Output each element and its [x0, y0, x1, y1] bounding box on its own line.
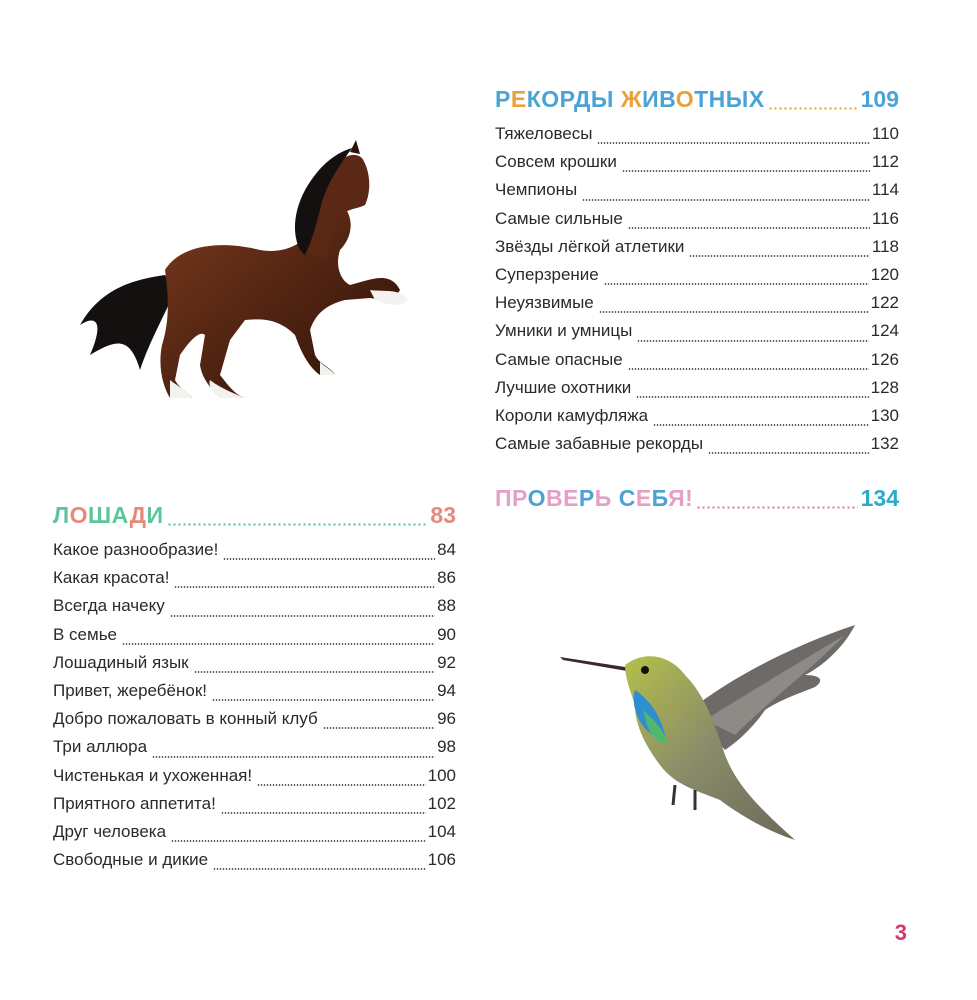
title-fragment: ША [88, 502, 130, 528]
leader-dots [637, 340, 868, 342]
toc-entry-list [53, 540, 456, 878]
title-fragment: ИВ [642, 86, 676, 112]
toc-entry-page: 116 [871, 208, 899, 228]
leader-dots [257, 784, 426, 786]
toc-entry-label: Звёзды лёгкой атлетики [495, 236, 685, 256]
section-title [495, 485, 693, 512]
section-title [53, 502, 164, 529]
toc-entry-page: 86 [437, 568, 456, 588]
toc-section-animal-records [495, 86, 899, 462]
toc-entry-page: 106 [427, 850, 456, 870]
toc-entry-page: 110 [871, 124, 899, 143]
toc-entry-label: Всегда начеку [53, 596, 165, 616]
toc-entry-label: Самые сильные [495, 208, 623, 228]
toc-entry-label: Совсем крошки [495, 152, 617, 172]
hummingbird-illustration [555, 615, 860, 850]
toc-entry-label: Короли камуфляжа [495, 405, 649, 425]
toc-entry[interactable] [495, 406, 899, 434]
toc-entry-label: Лошадиный язык [53, 652, 189, 672]
leader-dots [604, 283, 869, 285]
leader-dots [167, 523, 428, 526]
leader-dots [194, 671, 435, 673]
leader-dots [628, 227, 870, 229]
title-fragment: П [495, 485, 513, 511]
title-fragment: Ь [594, 485, 619, 511]
toc-entry-label: Приятного аппетита! [53, 793, 216, 813]
leader-dots [152, 756, 435, 758]
toc-entry-label: Суперзрение [495, 264, 599, 284]
leader-dots [174, 586, 435, 588]
title-fragment: И [146, 502, 164, 528]
toc-entry-label: Добро пожаловать в конный клуб [53, 709, 318, 729]
leader-dots [213, 868, 426, 870]
title-fragment: Я! [668, 485, 694, 511]
toc-entry[interactable] [53, 737, 456, 765]
toc-entry[interactable] [495, 124, 899, 152]
title-fragment: О [527, 485, 546, 511]
toc-entry[interactable] [53, 822, 456, 850]
toc-entry-label: Какая красота! [53, 568, 170, 588]
title-fragment: ТНЫХ [694, 86, 765, 112]
toc-entry[interactable] [53, 766, 456, 794]
leader-dots [622, 170, 870, 172]
toc-entry-page: 118 [871, 236, 899, 256]
title-fragment: О [675, 86, 695, 112]
toc-entry[interactable] [495, 237, 899, 265]
leader-dots [696, 506, 857, 509]
toc-entry-page: 100 [427, 765, 456, 785]
toc-entry-page: 130 [870, 405, 899, 425]
toc-entry-page: 90 [437, 624, 456, 644]
leader-dots [653, 424, 869, 426]
toc-entry[interactable] [495, 378, 899, 406]
leader-dots [768, 107, 858, 110]
toc-entry[interactable] [53, 596, 456, 624]
leader-dots [221, 812, 426, 814]
toc-entry-label: Неуязвимые [495, 293, 594, 313]
title-fragment: Ж [620, 86, 643, 112]
section-title [495, 86, 765, 113]
title-fragment: Р [512, 485, 528, 511]
leader-dots [323, 727, 435, 729]
toc-entry-label: Умники и умницы [495, 321, 633, 341]
toc-entry[interactable] [495, 152, 899, 180]
toc-entry[interactable] [53, 850, 456, 878]
toc-entry[interactable] [53, 653, 456, 681]
leader-dots [599, 311, 869, 313]
toc-entry-label: Свободные и дикие [53, 850, 209, 870]
toc-entry[interactable] [53, 681, 456, 709]
title-fragment: Л [53, 502, 70, 528]
section-heading-horses[interactable] [53, 502, 456, 534]
toc-entry[interactable] [495, 321, 899, 349]
leader-dots [170, 615, 435, 617]
section-page-number: 134 [860, 485, 899, 511]
section-page-number: 83 [430, 502, 456, 528]
section-heading-animal-records[interactable] [495, 86, 899, 118]
title-fragment: О [69, 502, 89, 528]
leader-dots [171, 840, 426, 842]
horse-illustration [70, 140, 415, 410]
toc-entry[interactable] [495, 180, 899, 208]
toc-entry-page: 104 [427, 821, 456, 841]
toc-entry-label: Самые опасные [495, 349, 623, 369]
title-fragment: Р [578, 485, 595, 511]
title-fragment: Е [635, 485, 652, 511]
toc-entry[interactable] [53, 794, 456, 822]
toc-entry[interactable] [495, 293, 899, 321]
toc-entry-label: Самые забавные рекорды [495, 434, 704, 454]
leader-dots [708, 452, 869, 454]
toc-entry-page: 128 [870, 377, 899, 397]
toc-entry-label: Чистенькая и ухоженная! [53, 765, 253, 785]
toc-entry-label: Какое разнообразие! [53, 540, 219, 559]
leader-dots [597, 142, 869, 144]
toc-entry-label: В семье [53, 624, 118, 644]
leader-dots [636, 396, 868, 398]
toc-entry-label: Три аллюра [53, 737, 148, 757]
leader-dots [223, 558, 435, 560]
title-fragment: ВЕ [545, 485, 579, 511]
toc-entry-page: 132 [870, 434, 899, 454]
toc-entry[interactable] [53, 540, 456, 568]
title-fragment: К [526, 86, 542, 112]
toc-entry-page: 102 [427, 793, 456, 813]
toc-entry-page: 126 [870, 349, 899, 369]
title-fragment: Д [129, 502, 147, 528]
toc-entry-page: 122 [870, 293, 899, 313]
section-page-number: 109 [860, 86, 899, 112]
toc-entry-page: 124 [870, 321, 899, 341]
toc-entry[interactable] [53, 568, 456, 596]
toc-entry-label: Чемпионы [495, 180, 578, 200]
leader-dots [212, 699, 435, 701]
toc-entry[interactable] [495, 209, 899, 237]
toc-entry-list [495, 124, 899, 462]
toc-entry-page: 84 [437, 540, 456, 559]
toc-entry-label: Лучшие охотники [495, 377, 632, 397]
title-fragment: Е [510, 86, 527, 112]
toc-entry-page: 96 [437, 709, 456, 729]
toc-entry[interactable] [495, 350, 899, 378]
toc-entry-label: Друг человека [53, 821, 167, 841]
toc-entry-page: 88 [437, 596, 456, 616]
toc-entry[interactable] [53, 625, 456, 653]
title-fragment: Б [651, 485, 669, 511]
toc-entry[interactable] [495, 434, 899, 462]
toc-entry-page: 120 [870, 264, 899, 284]
toc-entry-page: 114 [871, 180, 899, 200]
toc-section-horses [53, 502, 456, 878]
toc-section-quiz [495, 485, 899, 523]
toc-entry-page: 92 [437, 652, 456, 672]
leader-dots [628, 368, 869, 370]
toc-entry-page: 94 [437, 680, 456, 700]
toc-entry-label: Тяжеловесы [495, 124, 593, 143]
section-heading-quiz[interactable] [495, 485, 899, 517]
leader-dots [122, 643, 435, 645]
toc-entry-page: 112 [871, 152, 899, 172]
toc-entry-label: Привет, жеребёнок! [53, 680, 207, 700]
toc-entry[interactable] [53, 709, 456, 737]
title-fragment: С [618, 485, 636, 511]
leader-dots [689, 255, 869, 257]
title-fragment: ОРДЫ [541, 86, 621, 112]
toc-entry[interactable] [495, 265, 899, 293]
page-number: 3 [894, 920, 907, 945]
title-fragment: Р [495, 86, 511, 112]
leader-dots [582, 199, 870, 201]
toc-entry-page: 98 [437, 737, 456, 757]
